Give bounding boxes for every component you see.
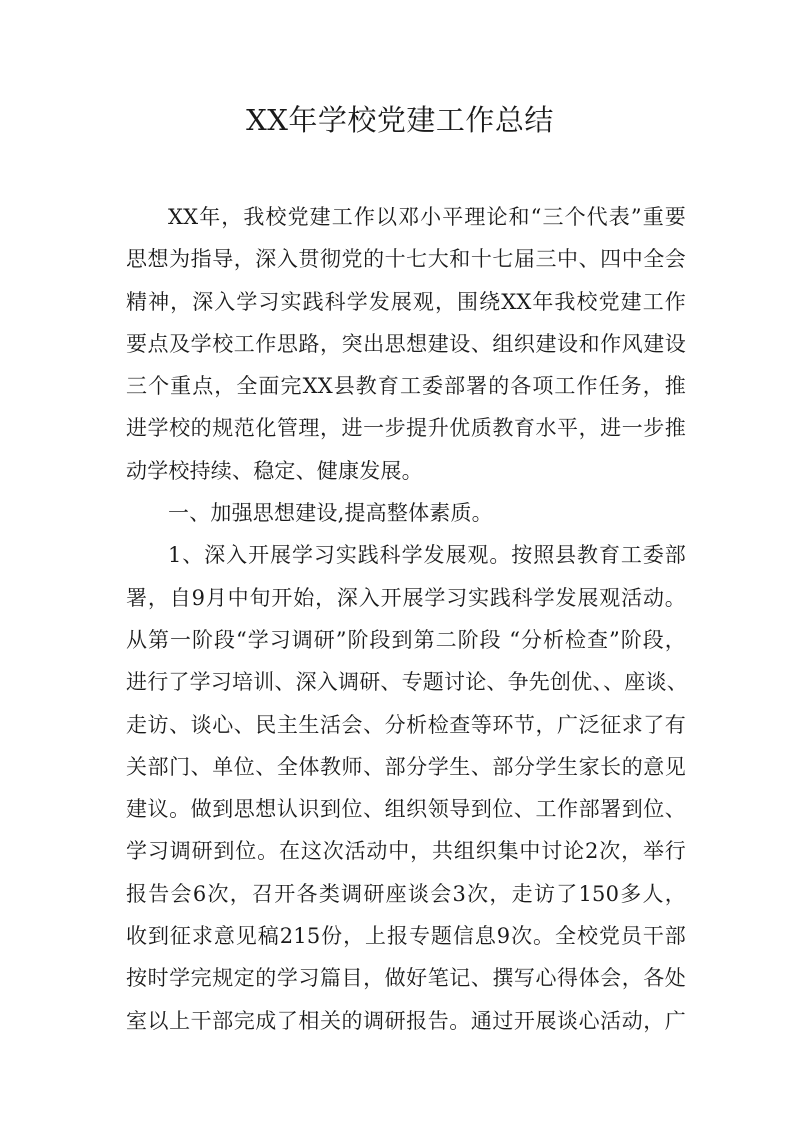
body-text-line: 报告会6次，召开各类调研座谈会3次，走访了150多人，	[126, 881, 686, 906]
body-text-line: 学习调研到位。在这次活动中，共组织集中讨论2次，举行	[126, 839, 686, 864]
body-text-line: XX年，我校党建工作以邓小平理论和“三个代表”重要	[168, 205, 686, 229]
body-text-line: 动学校持续、稳定、健康发展。	[126, 458, 423, 483]
body-text-line: 关部门、单位、全体教师、部分学生、部分学生家长的意见	[126, 754, 686, 779]
body-text-line: 室以上干部完成了相关的调研报告。通过开展谈心活动，广	[126, 1008, 686, 1033]
body-text-line: 思想为指导，深入贯彻党的十七大和十七届三中、四中全会	[126, 247, 686, 272]
body-text-line: 建议。做到思想认识到位、组织领导到位、工作部署到位、	[126, 797, 686, 822]
body-text-line: 收到征求意见稿215份，上报专题信息9次。全校党员干部	[126, 924, 686, 949]
body-text-line: 要点及学校工作思路，突出思想建设、组织建设和作风建设	[126, 331, 686, 356]
body-text-line: 三个重点，全面完XX县教育工委部署的各项工作任务，推	[126, 374, 686, 399]
body-text-line: 走访、谈心、民主生活会、分析检查等环节，广泛征求了有	[126, 712, 686, 737]
body-text-line: 精神，深入学习实践科学发展观，围绕XX年我校党建工作	[126, 289, 686, 314]
body-text-line: 署，自9月中旬开始，深入开展学习实践科学发展观活动。	[126, 585, 686, 610]
body-text-line: 进学校的规范化管理，进一步提升优质教育水平，进一步推	[126, 416, 686, 441]
body-text-line: 按时学完规定的学习篇目，做好笔记、撰写心得体会，各处	[126, 966, 686, 991]
body-text-line: 一、加强思想建设,提高整体素质。	[168, 501, 493, 526]
document-title: XX年学校党建工作总结	[246, 103, 554, 137]
document-body	[126, 196, 686, 1042]
body-text-line: 进行了学习培训、深入调研、专题讨论、争先创优、、座谈、	[126, 670, 688, 695]
body-text-line: 1、深入开展学习实践科学发展观。按照县教育工委部	[168, 543, 686, 568]
body-text-line: 从第一阶段“学习调研”阶段到第二阶段 “分析检查”阶段，	[126, 627, 686, 652]
